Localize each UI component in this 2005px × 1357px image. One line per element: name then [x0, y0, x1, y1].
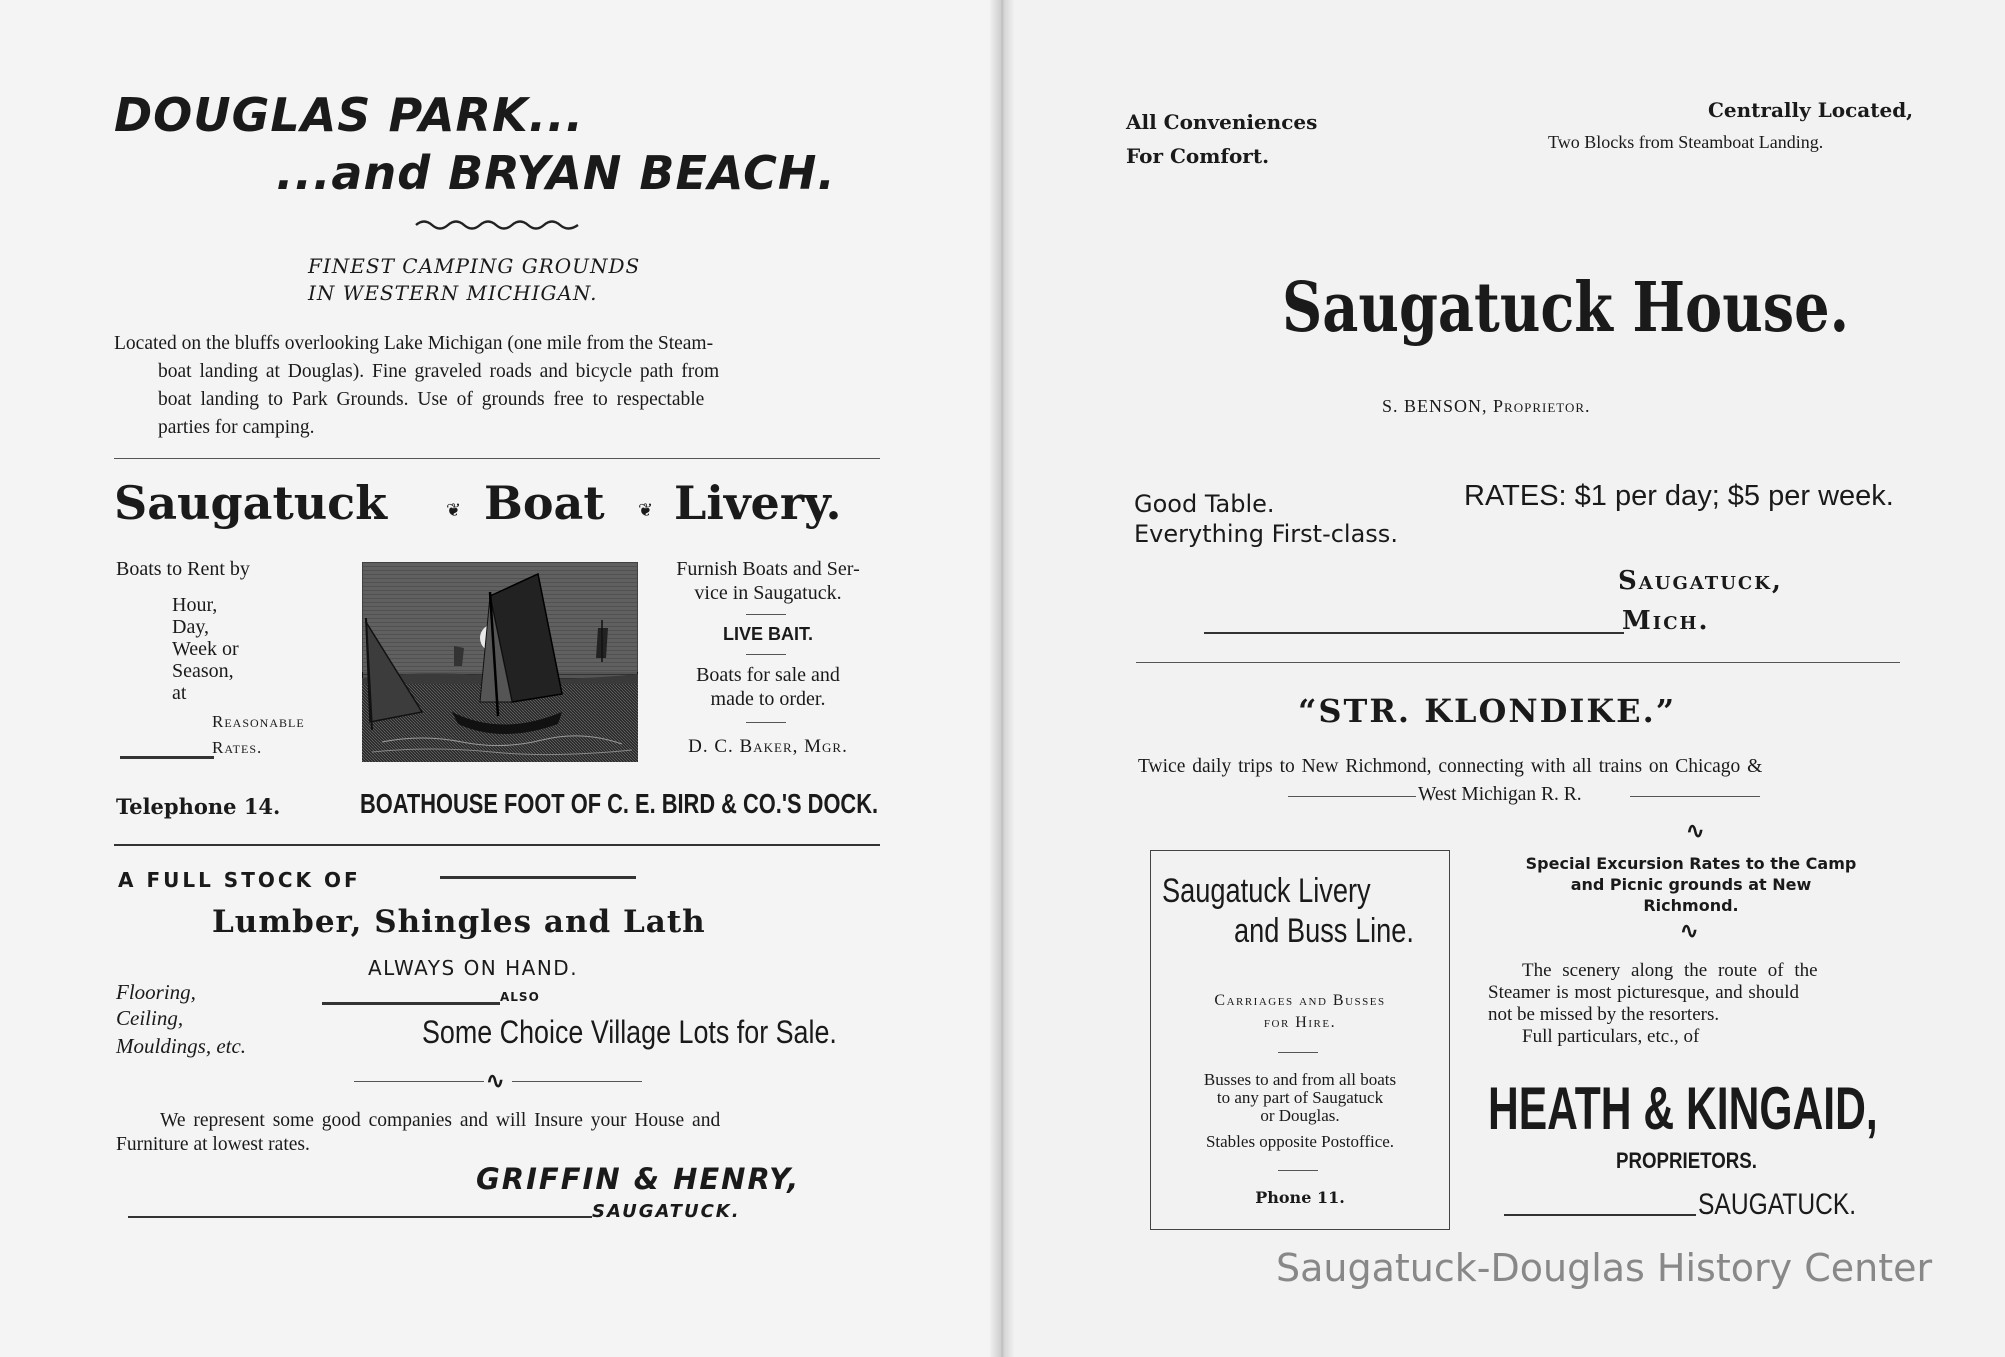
griffin-henry: GRIFFIN & HENRY,	[476, 1162, 801, 1196]
saugatuck-house-title: Saugatuck House.	[1282, 268, 1850, 348]
furnish-line-1: Furnish Boats and Ser-	[676, 558, 860, 580]
furnish-line-2: vice in Saugatuck.	[694, 582, 842, 604]
swash-ornament-icon: ∿	[1686, 818, 1705, 844]
scenery-3: not be missed by the resorters.	[1488, 1004, 1720, 1025]
special-excursion-2: and Picnic grounds at New	[1570, 875, 1812, 894]
manager-name: D. C. Baker, Mgr.	[688, 736, 848, 757]
leaf-ornament-icon: ❦	[638, 500, 654, 521]
stock-rule	[440, 876, 636, 879]
stables: Stables opposite Postoffice.	[1205, 1132, 1395, 1151]
house-state: Mich.	[1622, 606, 1710, 636]
klondike-trips-1: Twice daily trips to New Richmond, connecting with all trains on Chicago &	[1138, 756, 1763, 777]
boat-livery-title-livery: Livery.	[674, 476, 842, 530]
house-rates: RATES: $1 per day; $5 per week.	[1464, 480, 1894, 512]
also-rule	[322, 1002, 500, 1005]
douglas-body-line-4: parties for camping.	[158, 417, 315, 438]
busses-3: or Douglas.	[1260, 1106, 1340, 1125]
village-lots: Some Choice Village Lots for Sale.	[422, 1014, 837, 1050]
reasonable-text: Reasonable	[212, 712, 305, 731]
rates-text: Rates.	[212, 738, 263, 757]
mouldings-item: Mouldings, etc.	[116, 1034, 247, 1058]
always-on-hand: ALWAYS ON HAND.	[368, 956, 579, 980]
scenery-4: Full particulars, etc., of	[1522, 1026, 1700, 1047]
ornament-rule-right	[512, 1081, 642, 1082]
good-table: Good Table.	[1134, 490, 1275, 518]
special-excursion-1: Special Excursion Rates to the Camp	[1525, 854, 1857, 873]
douglas-park-title: DOUGLAS PARK...	[114, 88, 585, 142]
boathouse-location: BOATHOUSE FOOT OF C. E. BIRD & CO.'S DOCK.	[360, 788, 879, 819]
swash-ornament-icon: ∿	[486, 1068, 505, 1094]
klondike-rule-right	[1630, 796, 1760, 797]
book-spine	[990, 0, 1014, 1357]
bryan-beach-title: ...and BRYAN BEACH.	[276, 146, 836, 200]
wavy-ornament	[414, 218, 580, 232]
finest-camping-line: FINEST CAMPING GROUNDS	[308, 254, 641, 278]
centrally-located: Centrally Located,	[1708, 98, 1914, 122]
klondike-trips-2: West Michigan R. R.	[1418, 784, 1582, 805]
conveniences-line-2: For Comfort.	[1126, 144, 1270, 168]
insure-line-1: We represent some good companies and will Insure your House and	[160, 1110, 721, 1131]
telephone-number: Telephone 14.	[116, 794, 281, 819]
ceiling-item: Ceiling,	[116, 1006, 184, 1030]
scenery-2: Steamer is most picturesque, and should	[1488, 982, 1800, 1003]
carriages-1: Carriages and Busses	[1214, 992, 1386, 1009]
short-divider	[1278, 1052, 1318, 1053]
leaf-ornament-icon: ❦	[446, 500, 462, 521]
rates-underline	[120, 756, 214, 759]
short-divider	[746, 654, 786, 655]
boats-for-sale-2: made to order.	[710, 688, 826, 710]
ornament-rule-left	[354, 1081, 484, 1082]
klondike-title: “STR. KLONDIKE.”	[1298, 692, 1677, 730]
rent-at: at	[172, 682, 187, 704]
first-class: Everything First-class.	[1134, 520, 1398, 548]
buss-title-1: Saugatuck Livery	[1162, 872, 1371, 910]
douglas-body-line-3: boat landing to Park Grounds. Use of grounds free to respectable	[158, 389, 705, 410]
rent-season: Season,	[172, 660, 234, 682]
heath-kingaid: HEATH & KINGAID,	[1488, 1075, 1878, 1142]
full-stock-label: A FULL STOCK OF	[118, 868, 361, 892]
flooring-item: Flooring,	[116, 980, 196, 1004]
klondike-rule-left	[1288, 796, 1416, 797]
short-divider	[1278, 1170, 1318, 1171]
douglas-body-line-1: Located on the bluffs overlooking Lake Michigan (one mile from the Steam-	[114, 333, 714, 354]
house-town: Saugatuck,	[1618, 566, 1783, 596]
heath-rule	[1504, 1214, 1696, 1216]
rent-day: Day,	[172, 616, 210, 638]
douglas-body-line-2: boat landing at Douglas). Fine graveled roads and bicycle path from	[158, 361, 720, 382]
history-center-watermark: Saugatuck-Douglas History Center	[1276, 1246, 1933, 1290]
heath-town: SAUGATUCK.	[1698, 1188, 1857, 1221]
live-bait: LIVE BAIT.	[722, 624, 813, 644]
section-divider	[1136, 662, 1900, 663]
lumber-title: Lumber, Shingles and Lath	[212, 904, 706, 940]
section-divider	[114, 458, 880, 459]
insure-line-2: Furniture at lowest rates.	[116, 1134, 310, 1155]
short-divider	[746, 722, 786, 723]
boat-livery-title-saugatuck: Saugatuck	[114, 476, 388, 530]
section-divider	[114, 844, 880, 846]
busses-1: Busses to and from all boats	[1203, 1070, 1397, 1089]
griffin-rule	[128, 1216, 592, 1218]
scenery-1: The scenery along the route of the	[1522, 960, 1818, 981]
carriages-2: for Hire.	[1263, 1014, 1337, 1031]
also-label: ALSO	[500, 990, 540, 1004]
swash-ornament-icon: ∿	[1680, 918, 1699, 944]
busses-2: to any part of Saugatuck	[1216, 1088, 1384, 1107]
two-blocks: Two Blocks from Steamboat Landing.	[1548, 132, 1824, 152]
boats-to-rent: Boats to Rent by	[116, 558, 250, 580]
griffin-town: SAUGATUCK.	[592, 1201, 741, 1222]
western-michigan-line: IN WESTERN MICHIGAN.	[308, 281, 598, 305]
proprietor-line: S. BENSON, Proprietor.	[1382, 396, 1591, 416]
conveniences-line-1: All Conveniences	[1126, 110, 1318, 134]
buss-title-2: and Buss Line.	[1234, 912, 1414, 950]
house-rule	[1204, 632, 1624, 634]
boat-livery-title-boat: Boat	[484, 476, 605, 530]
short-divider	[746, 614, 786, 615]
boats-for-sale-1: Boats for sale and	[696, 664, 840, 686]
special-excursion-3: Richmond.	[1643, 896, 1739, 915]
heath-proprietors: PROPRIETORS.	[1616, 1148, 1757, 1173]
rent-hour: Hour,	[172, 594, 218, 616]
buss-phone: Phone 11.	[1255, 1188, 1345, 1207]
sailboat-engraving	[362, 562, 638, 762]
rent-week: Week or	[172, 638, 239, 660]
